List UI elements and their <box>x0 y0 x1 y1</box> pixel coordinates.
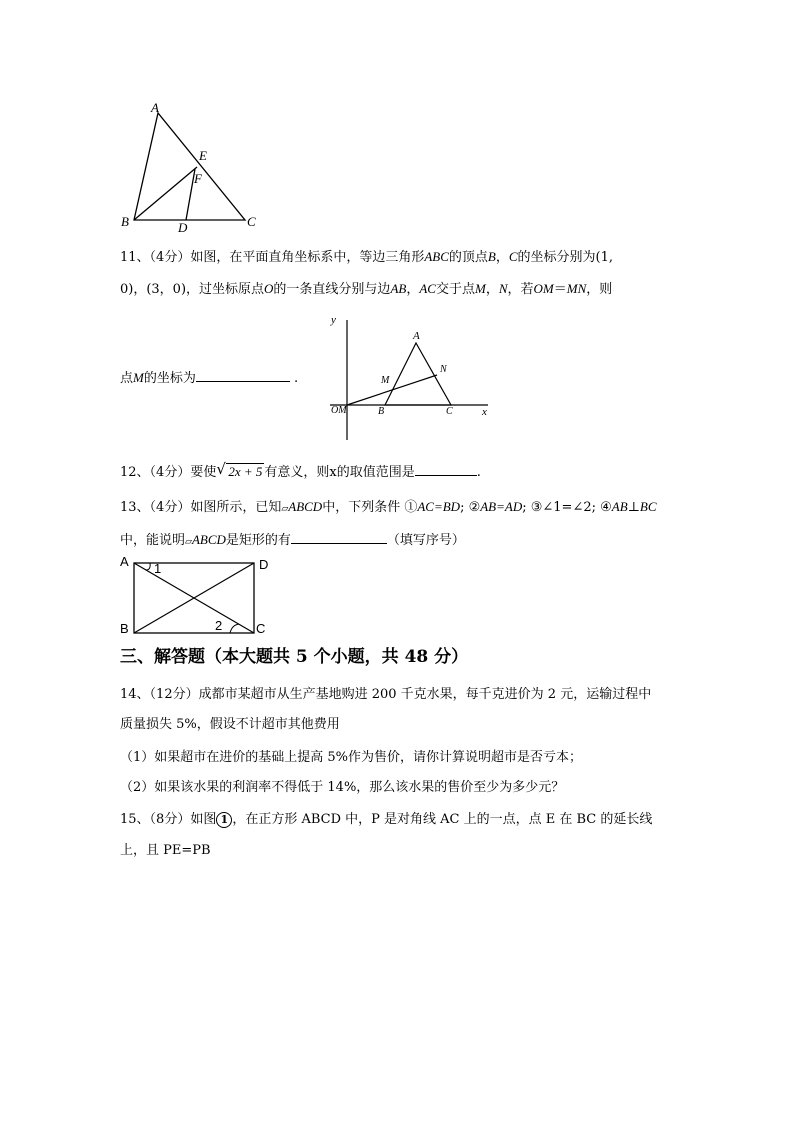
label-n: N <box>440 364 447 375</box>
q14-sub1: （1）如果超市在进价的基础上提高 5%作为售价，请你计算说明超市是否亏本； <box>120 750 583 765</box>
label-f: F <box>194 171 202 186</box>
label-rect-a: A <box>120 554 129 569</box>
label-rect-c: C <box>256 621 266 636</box>
q14-sub2: （2）如果该水果的利润率不得低于 14%，那么该水果的售价至少为多少元？ <box>120 780 565 795</box>
q12-line: 12、（4分）要使 √ 2x + 5 有意义，则x的取值范围是 . <box>120 460 481 480</box>
label-b: B <box>121 214 129 229</box>
q13-line1: 13、（4分）如图所示，已知▱ABCD中，下列条件 ①AC=BD; ②AB=AD; ③∠1=∠2; ④AB⊥BC <box>120 499 657 515</box>
label-y: y <box>331 314 336 326</box>
label-om: OM <box>331 405 347 416</box>
label-a2: A <box>413 330 420 342</box>
angle-arc-1 <box>146 563 150 570</box>
label-e: E <box>199 148 207 163</box>
label-rect-b: B <box>120 621 129 636</box>
label-c: C <box>247 214 256 229</box>
label-c2: C <box>446 406 453 417</box>
circled-number: 1 <box>216 812 232 828</box>
label-angle-1: 1 <box>154 561 162 576</box>
section-heading: 三、解答题（本大题共 5 个小题，共 48 分） <box>120 647 469 667</box>
label-d: D <box>178 220 188 235</box>
q14-line1: 14、（12分）成都市某超市从生产基地购进 200 千克水果，每千克进价为 2 元，运输过程中 <box>120 687 652 702</box>
label-rect-d: D <box>259 557 269 572</box>
q15-line1: 15、（8分）如图 1 ，在正方形 ABCD 中，P 是对角线 AC 上的一点，点 E 在 BC 的延长线 <box>120 812 653 827</box>
q13-line2: 中，能说明▱ABCD是矩形的有 （填写序号） <box>120 532 465 548</box>
q11-line3: 点M的坐标为 . <box>120 370 299 386</box>
q11-line2: 0)，(3，0)，过坐标原点O的一条直线分别与边AB，AC交于点M，N，若OM＝MN，则 <box>120 281 613 297</box>
label-a: A <box>151 100 159 115</box>
label-b2: B <box>378 406 385 417</box>
sqrt-expression: √ 2x + 5 <box>216 460 263 479</box>
q11-line1: 11、（4分）如图，在平面直角坐标系中，等边三角形ABC的顶点B，C的坐标分别为(1, <box>120 249 614 265</box>
label-m: M <box>381 375 390 386</box>
label-angle-2: 2 <box>215 618 223 633</box>
q14-line2: 质量损失 5%，假设不计超市其他费用 <box>120 717 340 732</box>
label-x: x <box>482 406 487 418</box>
q15-line2: 上，且 PE=PB <box>120 843 211 858</box>
angle-arc-2 <box>230 624 239 633</box>
